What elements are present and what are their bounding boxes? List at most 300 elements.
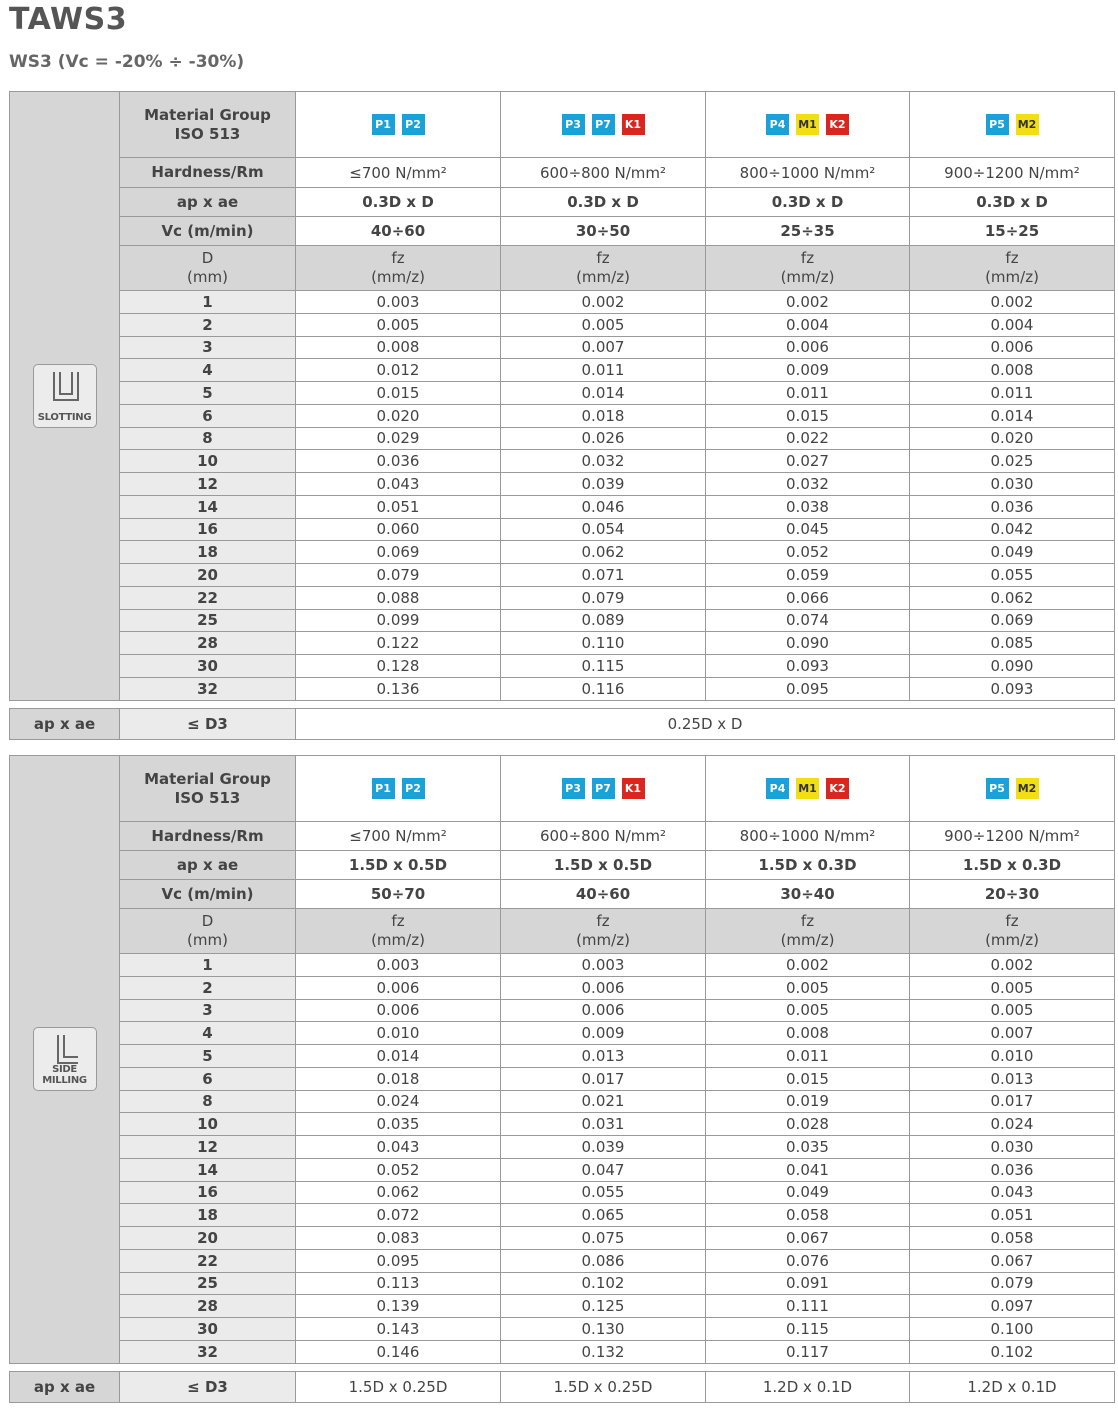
vc-value: 40÷60 (296, 217, 501, 246)
table-row (10, 1227, 1115, 1250)
apae-label: ap x ae (120, 188, 296, 217)
fz-value: 0.005 (706, 976, 910, 999)
diameter-value: 2 (120, 313, 296, 336)
fz-value: 0.132 (501, 1340, 706, 1363)
table-row (10, 1249, 1115, 1272)
table-row (10, 313, 1115, 336)
fz-value: 0.093 (706, 655, 910, 678)
diameter-value: 32 (120, 1340, 296, 1363)
material-group-cell (910, 756, 1115, 822)
table-row (10, 586, 1115, 609)
iso-badge-p7: P7 (592, 114, 615, 135)
fz-value: 0.043 (296, 473, 501, 496)
fz-unit: (mm/z) (780, 931, 835, 949)
diameter-value: 10 (120, 1113, 296, 1136)
diameter-value: 25 (120, 609, 296, 632)
diameter-value: 28 (120, 1295, 296, 1318)
fz-value: 0.100 (910, 1318, 1115, 1341)
table-row (10, 999, 1115, 1022)
material-group-cell (296, 756, 501, 822)
iso-badge-p7: P7 (592, 778, 615, 799)
fz-value: 0.014 (296, 1045, 501, 1068)
fz-value: 0.002 (706, 954, 910, 977)
iso-badge-p2: P2 (402, 778, 425, 799)
fz-header (910, 909, 1115, 954)
diameter-value: 25 (120, 1272, 296, 1295)
material-group-label: Material Group (144, 105, 271, 124)
fz-value: 0.005 (910, 976, 1115, 999)
diameter-value: 22 (120, 586, 296, 609)
fz-value: 0.067 (706, 1227, 910, 1250)
fz-value: 0.002 (501, 291, 706, 314)
apae-value: 0.3D x D (296, 188, 501, 217)
hardness-value: 900÷1200 N/mm² (910, 822, 1115, 851)
iso-badge-k2: K2 (826, 114, 849, 135)
footer-apae-label: ap x ae (10, 1371, 120, 1402)
fz-value: 0.054 (501, 518, 706, 541)
fz-value: 0.038 (706, 495, 910, 518)
fz-value: 0.022 (706, 427, 910, 450)
diameter-value: 20 (120, 564, 296, 587)
diameter-value: 1 (120, 954, 296, 977)
vc-value: 40÷60 (501, 880, 706, 909)
fz-value: 0.003 (501, 954, 706, 977)
diameter-value: 14 (120, 495, 296, 518)
fz-value: 0.060 (296, 518, 501, 541)
diameter-value: 8 (120, 427, 296, 450)
fz-value: 0.095 (296, 1249, 501, 1272)
fz-value: 0.139 (296, 1295, 501, 1318)
footer-condition: ≤ D3 (120, 708, 296, 739)
fz-value: 0.014 (501, 382, 706, 405)
fz-value: 0.143 (296, 1318, 501, 1341)
hardness-value: ≤700 N/mm² (296, 158, 501, 188)
hardness-value: 800÷1000 N/mm² (706, 822, 910, 851)
fz-value: 0.079 (296, 564, 501, 587)
section-table-2 (9, 755, 1115, 1364)
material-group-header (120, 756, 296, 822)
fz-header (501, 246, 706, 291)
table-row (10, 632, 1115, 655)
diameter-unit: (mm) (187, 268, 228, 286)
fz-value: 0.049 (706, 1181, 910, 1204)
fz-value: 0.017 (501, 1067, 706, 1090)
diameter-value: 4 (120, 359, 296, 382)
fz-value: 0.024 (910, 1113, 1115, 1136)
vc-value: 30÷50 (501, 217, 706, 246)
fz-value: 0.019 (706, 1090, 910, 1113)
fz-unit: (mm/z) (371, 931, 425, 949)
fz-value: 0.015 (706, 404, 910, 427)
table-row (10, 1022, 1115, 1045)
table-row (10, 1090, 1115, 1113)
diameter-value: 2 (120, 976, 296, 999)
fz-value: 0.009 (706, 359, 910, 382)
fz-value: 0.093 (910, 677, 1115, 700)
fz-value: 0.085 (910, 632, 1115, 655)
vc-value: 50÷70 (296, 880, 501, 909)
fz-value: 0.043 (910, 1181, 1115, 1204)
fz-value: 0.002 (910, 291, 1115, 314)
diameter-value: 5 (120, 1045, 296, 1068)
fz-value: 0.018 (296, 1067, 501, 1090)
fz-value: 0.020 (910, 427, 1115, 450)
fz-value: 0.004 (706, 313, 910, 336)
fz-value: 0.012 (296, 359, 501, 382)
fz-value: 0.079 (910, 1272, 1115, 1295)
diameter-value: 20 (120, 1227, 296, 1250)
fz-value: 0.011 (706, 382, 910, 405)
footer-value: 0.25D x D (296, 708, 1115, 739)
fz-value: 0.043 (296, 1136, 501, 1159)
table-row (10, 404, 1115, 427)
fz-value: 0.115 (501, 655, 706, 678)
fz-value: 0.011 (501, 359, 706, 382)
diameter-label: D (201, 912, 214, 930)
fz-value: 0.039 (501, 473, 706, 496)
fz-label: fz (391, 249, 405, 267)
hardness-value: 800÷1000 N/mm² (706, 158, 910, 188)
fz-value: 0.067 (910, 1249, 1115, 1272)
section-footer-2 (9, 1371, 1115, 1403)
diameter-value: 16 (120, 1181, 296, 1204)
table-row (10, 541, 1115, 564)
fz-value: 0.011 (706, 1045, 910, 1068)
material-group-cell (706, 92, 910, 158)
fz-value: 0.055 (910, 564, 1115, 587)
fz-value: 0.010 (296, 1022, 501, 1045)
hardness-label: Hardness/Rm (120, 158, 296, 188)
table-row (10, 1272, 1115, 1295)
fz-value: 0.002 (910, 954, 1115, 977)
operation-panel (10, 756, 120, 1364)
fz-value: 0.030 (910, 1136, 1115, 1159)
fz-value: 0.014 (910, 404, 1115, 427)
diameter-value: 12 (120, 1136, 296, 1159)
vc-value: 30÷40 (706, 880, 910, 909)
fz-label: fz (596, 912, 610, 930)
fz-value: 0.058 (910, 1227, 1115, 1250)
diameter-value: 12 (120, 473, 296, 496)
fz-value: 0.055 (501, 1181, 706, 1204)
fz-value: 0.003 (296, 954, 501, 977)
iso-badge-m1: M1 (796, 114, 819, 135)
fz-value: 0.046 (501, 495, 706, 518)
iso-badge-k2: K2 (826, 778, 849, 799)
fz-value: 0.005 (706, 999, 910, 1022)
fz-value: 0.125 (501, 1295, 706, 1318)
diameter-value: 18 (120, 541, 296, 564)
diameter-value: 22 (120, 1249, 296, 1272)
table-row (10, 609, 1115, 632)
iso-badge-p4: P4 (766, 778, 789, 799)
section-table-1 (9, 91, 1115, 701)
fz-value: 0.021 (501, 1090, 706, 1113)
hardness-label: Hardness/Rm (120, 822, 296, 851)
table-row (10, 1318, 1115, 1341)
fz-value: 0.005 (910, 999, 1115, 1022)
fz-value: 0.002 (706, 291, 910, 314)
fz-label: fz (596, 249, 610, 267)
iso-badge-p5: P5 (986, 114, 1009, 135)
fz-value: 0.020 (296, 404, 501, 427)
fz-value: 0.095 (706, 677, 910, 700)
section-footer-1 (9, 708, 1115, 740)
fz-value: 0.102 (910, 1340, 1115, 1363)
fz-value: 0.003 (296, 291, 501, 314)
fz-value: 0.035 (706, 1136, 910, 1159)
diameter-value: 28 (120, 632, 296, 655)
fz-value: 0.051 (910, 1204, 1115, 1227)
fz-value: 0.091 (706, 1272, 910, 1295)
diameter-value: 6 (120, 404, 296, 427)
fz-value: 0.128 (296, 655, 501, 678)
footer-value: 1.2D x 0.1D (706, 1371, 910, 1402)
apae-value: 0.3D x D (706, 188, 910, 217)
apae-label: ap x ae (120, 851, 296, 880)
fz-value: 0.072 (296, 1204, 501, 1227)
hardness-value: ≤700 N/mm² (296, 822, 501, 851)
iso-badge-p3: P3 (562, 778, 585, 799)
diameter-unit: (mm) (187, 931, 228, 949)
page-title: TAWS3 (9, 2, 128, 37)
diameter-value: 10 (120, 450, 296, 473)
material-group-cell (501, 756, 706, 822)
fz-value: 0.058 (706, 1204, 910, 1227)
fz-value: 0.089 (501, 609, 706, 632)
fz-value: 0.146 (296, 1340, 501, 1363)
fz-value: 0.027 (706, 450, 910, 473)
table-row (10, 336, 1115, 359)
fz-header (296, 246, 501, 291)
fz-value: 0.062 (296, 1181, 501, 1204)
fz-value: 0.069 (296, 541, 501, 564)
vc-label: Vc (m/min) (120, 217, 296, 246)
fz-value: 0.006 (910, 336, 1115, 359)
table-row (10, 450, 1115, 473)
table-row (10, 655, 1115, 678)
fz-value: 0.036 (296, 450, 501, 473)
fz-unit: (mm/z) (985, 268, 1039, 286)
fz-value: 0.069 (910, 609, 1115, 632)
table-row (10, 1204, 1115, 1227)
fz-value: 0.026 (501, 427, 706, 450)
diameter-value: 8 (120, 1090, 296, 1113)
table-row (10, 1340, 1115, 1363)
table-row (10, 564, 1115, 587)
fz-value: 0.015 (296, 382, 501, 405)
fz-value: 0.066 (706, 586, 910, 609)
material-group-header (120, 92, 296, 158)
footer-value: 1.5D x 0.25D (296, 1371, 501, 1402)
fz-label: fz (391, 912, 405, 930)
fz-value: 0.079 (501, 586, 706, 609)
table-row (10, 1067, 1115, 1090)
fz-value: 0.006 (296, 976, 501, 999)
iso-label: ISO 513 (174, 788, 241, 807)
side-milling-icon (33, 1027, 97, 1091)
footer-apae-label: ap x ae (10, 708, 120, 739)
table-row (10, 1295, 1115, 1318)
diameter-header (120, 246, 296, 291)
fz-value: 0.032 (706, 473, 910, 496)
operation-panel (10, 92, 120, 701)
diameter-value: 6 (120, 1067, 296, 1090)
iso-label: ISO 513 (174, 124, 241, 143)
hardness-value: 600÷800 N/mm² (501, 158, 706, 188)
iso-badge-k1: K1 (622, 114, 645, 135)
fz-value: 0.049 (910, 541, 1115, 564)
fz-value: 0.031 (501, 1113, 706, 1136)
fz-value: 0.005 (296, 313, 501, 336)
fz-unit: (mm/z) (576, 931, 630, 949)
table-row (10, 1113, 1115, 1136)
operation-label: SIDE MILLING (42, 1064, 87, 1087)
fz-value: 0.047 (501, 1158, 706, 1181)
fz-value: 0.032 (501, 450, 706, 473)
fz-header (296, 909, 501, 954)
vc-label: Vc (m/min) (120, 880, 296, 909)
diameter-value: 16 (120, 518, 296, 541)
footer-value: 1.5D x 0.25D (501, 1371, 706, 1402)
fz-label: fz (1005, 249, 1019, 267)
material-group-cell (296, 92, 501, 158)
table-row (10, 1158, 1115, 1181)
fz-value: 0.136 (296, 677, 501, 700)
table-row (10, 1045, 1115, 1068)
operation-label: SLOTTING (37, 411, 92, 423)
footer-condition: ≤ D3 (120, 1371, 296, 1402)
table-row (10, 976, 1115, 999)
fz-value: 0.088 (296, 586, 501, 609)
fz-value: 0.111 (706, 1295, 910, 1318)
footer-value: 1.2D x 0.1D (910, 1371, 1115, 1402)
fz-value: 0.011 (910, 382, 1115, 405)
table-row (10, 954, 1115, 977)
fz-value: 0.005 (501, 313, 706, 336)
diameter-value: 3 (120, 336, 296, 359)
fz-value: 0.036 (910, 495, 1115, 518)
fz-value: 0.097 (910, 1295, 1115, 1318)
fz-value: 0.099 (296, 609, 501, 632)
fz-value: 0.013 (501, 1045, 706, 1068)
iso-badge-p2: P2 (402, 114, 425, 135)
diameter-value: 4 (120, 1022, 296, 1045)
fz-value: 0.115 (706, 1318, 910, 1341)
fz-value: 0.008 (706, 1022, 910, 1045)
fz-value: 0.006 (296, 999, 501, 1022)
fz-value: 0.024 (296, 1090, 501, 1113)
diameter-value: 3 (120, 999, 296, 1022)
fz-value: 0.090 (706, 632, 910, 655)
fz-value: 0.004 (910, 313, 1115, 336)
fz-header (910, 246, 1115, 291)
fz-value: 0.035 (296, 1113, 501, 1136)
fz-unit: (mm/z) (780, 268, 835, 286)
diameter-value: 5 (120, 382, 296, 405)
diameter-value: 14 (120, 1158, 296, 1181)
table-row (10, 1136, 1115, 1159)
iso-badge-p4: P4 (766, 114, 789, 135)
fz-value: 0.041 (706, 1158, 910, 1181)
fz-value: 0.028 (706, 1113, 910, 1136)
diameter-value: 32 (120, 677, 296, 700)
fz-value: 0.007 (910, 1022, 1115, 1045)
apae-value: 1.5D x 0.3D (706, 851, 910, 880)
apae-value: 1.5D x 0.5D (296, 851, 501, 880)
material-group-cell (910, 92, 1115, 158)
fz-value: 0.113 (296, 1272, 501, 1295)
fz-value: 0.074 (706, 609, 910, 632)
fz-value: 0.083 (296, 1227, 501, 1250)
diameter-value: 1 (120, 291, 296, 314)
fz-value: 0.130 (501, 1318, 706, 1341)
fz-value: 0.075 (501, 1227, 706, 1250)
iso-badge-m1: M1 (796, 778, 819, 799)
table-row (10, 495, 1115, 518)
table-row (10, 359, 1115, 382)
fz-value: 0.008 (296, 336, 501, 359)
fz-value: 0.052 (706, 541, 910, 564)
apae-value: 1.5D x 0.5D (501, 851, 706, 880)
fz-value: 0.086 (501, 1249, 706, 1272)
fz-value: 0.042 (910, 518, 1115, 541)
fz-value: 0.110 (501, 632, 706, 655)
fz-value: 0.065 (501, 1204, 706, 1227)
iso-badge-p1: P1 (372, 778, 395, 799)
table-row (10, 291, 1115, 314)
fz-value: 0.008 (910, 359, 1115, 382)
table-row (10, 427, 1115, 450)
table-row (10, 1181, 1115, 1204)
diameter-header (120, 909, 296, 954)
material-group-cell (501, 92, 706, 158)
fz-value: 0.029 (296, 427, 501, 450)
fz-value: 0.010 (910, 1045, 1115, 1068)
hardness-value: 600÷800 N/mm² (501, 822, 706, 851)
fz-value: 0.076 (706, 1249, 910, 1272)
fz-value: 0.013 (910, 1067, 1115, 1090)
apae-value: 0.3D x D (501, 188, 706, 217)
diameter-value: 18 (120, 1204, 296, 1227)
fz-value: 0.036 (910, 1158, 1115, 1181)
slotting-icon (33, 364, 97, 428)
material-group-cell (706, 756, 910, 822)
fz-value: 0.018 (501, 404, 706, 427)
diameter-label: D (201, 249, 214, 267)
fz-header (706, 246, 910, 291)
fz-value: 0.059 (706, 564, 910, 587)
iso-badge-p5: P5 (986, 778, 1009, 799)
fz-value: 0.009 (501, 1022, 706, 1045)
fz-value: 0.045 (706, 518, 910, 541)
fz-label: fz (800, 249, 815, 267)
table-row (10, 518, 1115, 541)
material-group-label: Material Group (144, 769, 271, 788)
iso-badge-k1: K1 (622, 778, 645, 799)
fz-value: 0.039 (501, 1136, 706, 1159)
fz-value: 0.007 (501, 336, 706, 359)
fz-value: 0.017 (910, 1090, 1115, 1113)
apae-value: 0.3D x D (910, 188, 1115, 217)
fz-value: 0.006 (501, 999, 706, 1022)
fz-unit: (mm/z) (576, 268, 630, 286)
fz-value: 0.030 (910, 473, 1115, 496)
fz-value: 0.051 (296, 495, 501, 518)
fz-value: 0.116 (501, 677, 706, 700)
fz-label: fz (1005, 912, 1019, 930)
fz-value: 0.025 (910, 450, 1115, 473)
